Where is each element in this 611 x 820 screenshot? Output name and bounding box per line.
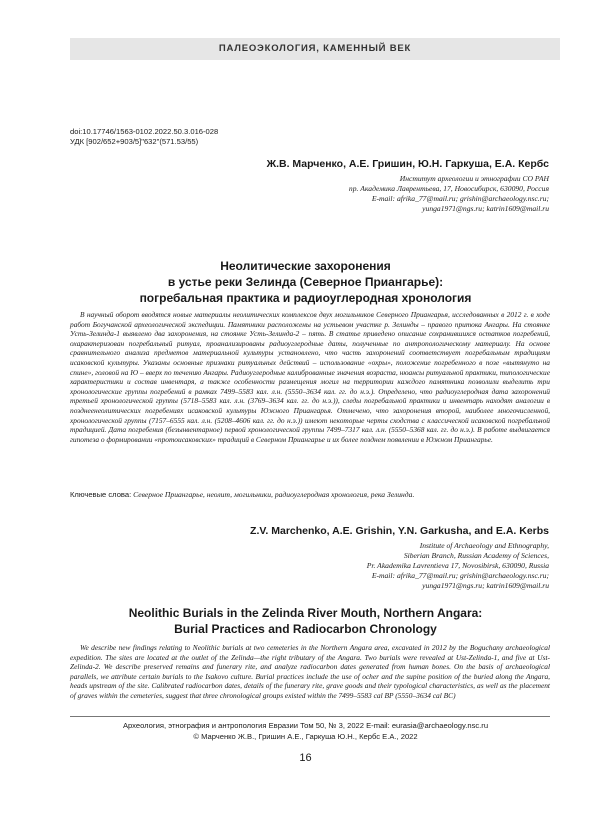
- ru-title-line: Неолитические захоронения: [220, 259, 391, 273]
- en-affil-line: Institute of Archaeology and Ethnography,: [419, 541, 549, 550]
- ru-affil-line: пр. Академика Лаврентьева, 17, Новосибирск, 630090, Россия: [348, 184, 549, 193]
- ru-abstract-text: В научный оборот вводятся новые материалы неолитических комплексов двух могильников Северного Приангарья, исследованных в 2012 г. в ходе работ Богучанской археологической экспедиции. Памятники расположены на устьевом участке р. Зелинды – правого притока Ангары. На стоянке Усть-Зелинда-1 выявлено два захоронения, на стоянке Усть-Зелинда-2 – пять. В статье приведено описание сохранившихся остатков погребений, охарактеризован погребальный ритуал, проанализированы радиоуглеродные даты, полученные по антропологическому материалу. На основе сравнительного анализа предметов материальной культуры установлено, что часть захоронений соответствует погребальным традициям исаковской культуры. Указаны основные признаки ритуальных действий – использование «охры», положение погребенного в позе «вытянуто на спине», головой на Ю – вверх по течению Ангары. Радиоуглеродные калиброванные значения возраста, нюансы ритуальной практики, типологические характеристики и состав инвентаря, а также особенности размещения могил на территории каждого памятника позволили выделить три хронологические группы погребений в рамках 7499–5583 кал. л.н. (5550–3634 кал. гг. до н.э.). Определено, что радиоуглеродная дата захоронений третьей хронологической группы (5718–5583 кал. л.н. (3769–3634 кал. гг. до н.э.)), следы погребальной практики и инвентарь находят аналогии в позднеенеолитических погребениях исаковской культуры Южного Приангарья. Отмечено, что захоронения второй, наиболее многочисленной, хронологической группы (7157–6555 кал. л.н. (5208–4606 кал. гг. до н.э.)) имеют некоторые черты сходства с классической исаковской погребальной традицией. Дата погребения (безынвентарное) первой хронологической группы 7499–7317 кал. л.н. (5550–5368 кал. гг. до н.э.). В работе выдвигается гипотеза о формировании «протоисаковских» традиций в Северном Приангарье и их более позднем появлении в Южном Приангарье.: [70, 310, 550, 444]
- page-number: 16: [299, 752, 312, 764]
- ru-title-line: в устье реки Зелинда (Северное Приангарье):: [167, 275, 444, 289]
- en-affil-line: yunga1971@ngs.ru; katrin1609@mail.ru: [422, 581, 549, 590]
- keywords-text: Северное Приангарье, неолит, могильники, радиоуглеродная хронология, река Зелинда.: [133, 490, 415, 499]
- journal-line: Археология, этнография и антропология Евразии Том 50, № 3, 2022 E-mail: eurasia@archaeology.nsc.ru: [122, 721, 489, 730]
- footer-rule: [70, 716, 550, 717]
- en-affiliation: [367, 541, 549, 591]
- en-abstract-text: We describe new findings relating to Neolithic burials at two cemeteries in the Northern Angara area, excavated in 2012 by the Boguchany archaeological expedition. The sites are located at the outlet of the Zelinda—the right tributary of the Angara. Two burials were revealed at Ust-Zelinda-1, and five at Ust-Zelinda-2. We describe preserved remains and funerary rite, and analyze radiocarbon dates generated from human bones. On the basis of archaeological parallels, we attribute certain burials to the Isakovo culture. Burial practices include the use of ocher and the supine position of the buried along the Angara, heads upstream of the site. Calibrated radiocarbon dates, details of the funerary rite, grave goods and their typological characteristics, as well as the placement of graves within the cemeteries, suggest that three chronological groups existed within the 7499–5583 cal BP (5550–3634 cal BC): [70, 643, 550, 700]
- en-affil-line: E-mail: afrika_77@mail.ru; grishin@archaeology.nsc.ru;: [371, 571, 549, 580]
- copyright-line: © Марченко Ж.В., Гришин А.Е., Гаркуша Ю.Н., Кербс Е.А., 2022: [193, 732, 418, 741]
- ru-title-line: погребальная практика и радиоуглеродная хронология: [139, 291, 472, 305]
- udk: УДК [902/652+903/5]"632"(571.53/55): [70, 137, 199, 146]
- en-title: [40, 605, 571, 637]
- running-header: ПАЛЕОЭКОЛОГИЯ, КАМЕННЫЙ ВЕК: [70, 38, 560, 60]
- en-title-line: Neolithic Burials in the Zelinda River Mouth, Northern Angara:: [128, 606, 483, 620]
- ru-affil-line: yunga1971@ngs.ru; katrin1609@mail.ru: [422, 204, 549, 213]
- en-affil-line: Siberian Branch, Russian Academy of Sciences,: [403, 551, 549, 560]
- ru-affil-line: E-mail: afrika_77@mail.ru; grishin@archaeology.nsc.ru;: [371, 194, 549, 203]
- ru-title: [40, 258, 571, 306]
- en-title-line: Burial Practices and Radiocarbon Chronology: [174, 622, 437, 636]
- ru-affiliation: [349, 174, 549, 214]
- ru-abstract: [70, 310, 550, 444]
- ru-affil-line: Институт археологии и этнографии СО РАН: [399, 174, 549, 183]
- doi: doi:10.17746/1563-0102.2022.50.3.016-028: [70, 127, 219, 136]
- en-abstract: [70, 643, 550, 701]
- ru-authors: Ж.В. Марченко, А.Е. Гришин, Ю.Н. Гаркуша, Е.А. Кербс: [266, 158, 549, 170]
- en-affil-line: Pr. Akademika Lavrentieva 17, Novosibirsk, 630090, Russia: [366, 561, 549, 570]
- keywords-label: Ключевые слова:: [70, 490, 132, 499]
- en-authors: Z.V. Marchenko, A.E. Grishin, Y.N. Garkusha, and E.A. Kerbs: [250, 525, 549, 537]
- ru-keywords: [70, 490, 550, 500]
